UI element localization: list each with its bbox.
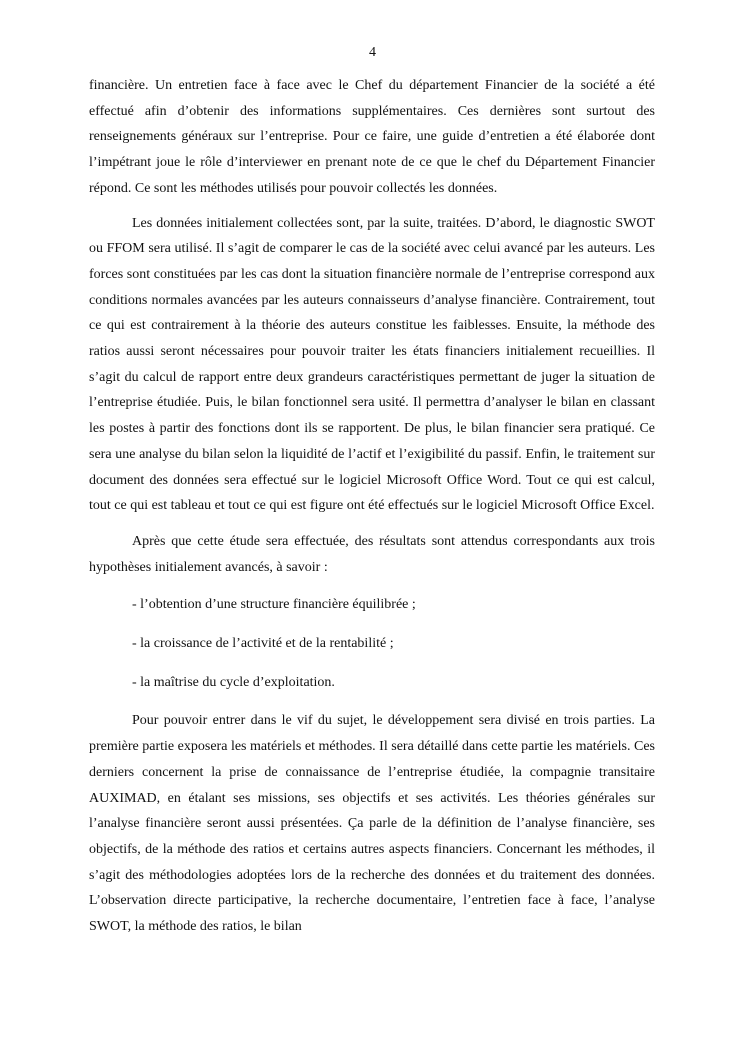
paragraph-continuation: financière. Un entretien face à face avec le Chef du département Financier de la société a été effectué afin d’obtenir des informations supplémentaires. Ces dernières sont surtout des renseignements généraux sur l’entreprise. Pour ce faire, une guide d’entretien a été élaborée dont l’impétrant joue le rôle d’interviewer en prenant note de ce que le chef du Département Financier répond. Ce sont les méthodes utilisés pour pouvoir collectés les données. bbox=[89, 78, 655, 196]
paragraph-plan: Pour pouvoir entrer dans le vif du sujet, le développement sera divisé en trois parties. La première partie exposera les matériels et méthodes. Il sera détaillé dans cette partie les matériels. Ces derniers concernent la prise de connaissance de l’entreprise étudiée, la compagnie transitaire AUXIMAD, en étalant ses missions, ses objectifs et ses activités. Les théories générales sur l’analyse financière seront aussi présentées. Ça parle de la définition de l’analyse financière, ses objectifs, de la méthode des ratios et certains autres aspects financiers. Concernant les méthodes, il s’agit des méthodologies adoptées lors de la recherche des données et du traitement des données. L’observation directe participative, la recherche documentaire, l’entretien face à face, l’analyse SWOT, la méthode des ratios, le bilan bbox=[89, 713, 655, 935]
hypothesis-item: - la maîtrise du cycle d’exploitation. bbox=[132, 674, 335, 690]
page-number: 4 bbox=[369, 45, 376, 60]
hypothesis-item: - la croissance de l’activité et de la rentabilité ; bbox=[132, 636, 394, 652]
paragraph-expected-results: Après que cette étude sera effectuée, des résultats sont attendus correspondants aux trois hypothèses initialement avancés, à savoir : bbox=[89, 533, 655, 575]
document-body bbox=[89, 73, 655, 940]
paragraph-data-processing: Les données initialement collectées sont, par la suite, traitées. D’abord, le diagnostic SWOT ou FFOM sera utilisé. Il s’agit de comparer le cas de la société avec celui avancé par les auteurs. Les forces sont constituées par les cas dont la situation financière normale de l’entreprise correspond aux conditions normales avancées par les auteurs connaisseurs d’analyse financière. Contrairement, tout ce qui est contrairement à la théorie des auteurs constitue les faiblesses. Ensuite, la méthode des ratios aussi seront nécessaires pour pouvoir traiter les états financiers initialement recueillies. Il s’agit du calcul de rapport entre deux grandeurs caractéristiques permettant de juger la situation de l’entreprise étudiée. Puis, le bilan fonctionnel sera usité. Il permettra d’analyser le bilan en classant les postes à partir des fonctions dont ils se rapportent. De plus, le bilan financier sera pratiqué. Ce sera une analyse du bilan selon la liquidité de l’actif et l’exigibilité du passif. Enfin, le traitement sur document des données sera effectué sur le logiciel Microsoft Office Word. Tout ce qui est calcul, tout ce qui est tableau et tout ce qui est figure ont été effectués sur le logiciel Microsoft Office Excel. bbox=[89, 215, 655, 514]
hypothesis-item: - l’obtention d’une structure financière équilibrée ; bbox=[132, 597, 416, 613]
